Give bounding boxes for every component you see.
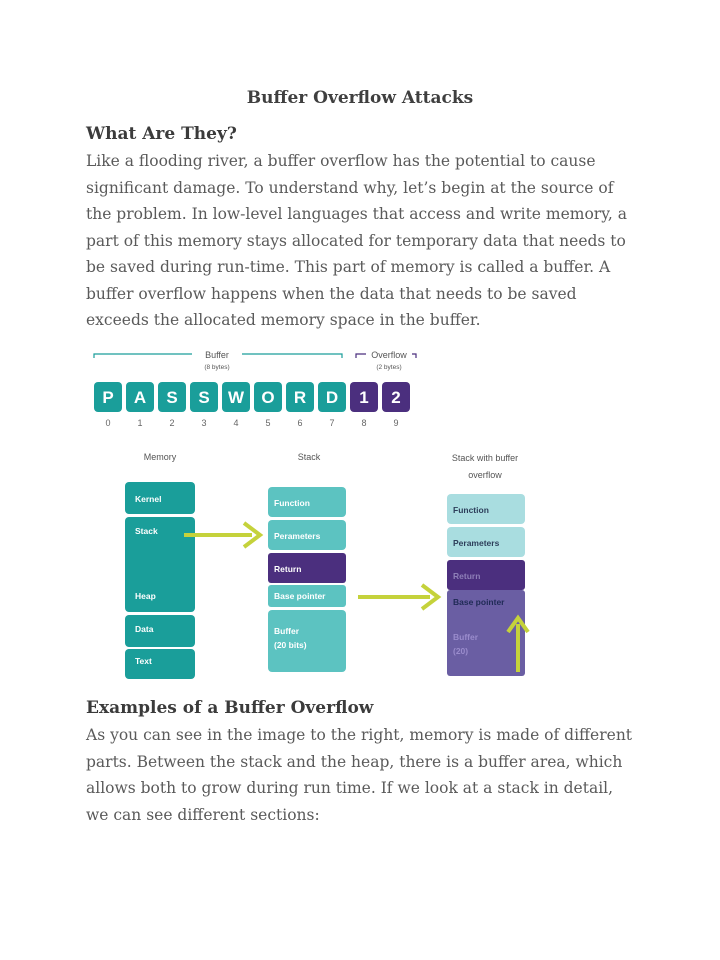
overflow-label-parameters: Perameters xyxy=(453,538,500,548)
paragraph-line: Like a flooding river, a buffer overflow has the potential to cause xyxy=(86,152,596,170)
overflow-bracket xyxy=(356,354,366,358)
document-title: Buffer Overflow Attacks xyxy=(246,88,474,108)
section-paragraph-examples xyxy=(86,722,646,828)
password-cell-char: R xyxy=(293,388,307,407)
stack-label-buffer-size: (20 bits) xyxy=(274,640,307,650)
overflow-label-buffer-size: (20) xyxy=(453,646,469,656)
overflow-bracket-right xyxy=(412,354,416,358)
stack-label-return: Return xyxy=(274,564,302,574)
memory-label-text: Text xyxy=(135,656,152,666)
stack-title: Stack xyxy=(297,452,321,462)
password-cell-char: S xyxy=(198,388,210,407)
cell-index: 0 xyxy=(105,418,111,428)
cell-index: 2 xyxy=(169,418,175,428)
stack-label-buffer: Buffer xyxy=(274,626,300,636)
buffer-size-label: (8 bytes) xyxy=(204,364,230,371)
memory-label-kernel: Kernel xyxy=(135,494,162,504)
overflow-label-base-pointer: Base pointer xyxy=(453,597,505,607)
cell-index: 1 xyxy=(137,418,143,428)
overflow-stack-column xyxy=(447,494,528,676)
paragraph-line: As you can see in the image to the right, memory is made of different xyxy=(86,726,633,744)
buffer-label: Buffer xyxy=(205,350,229,360)
overflow-label-function: Function xyxy=(453,505,489,515)
cell-index: 7 xyxy=(329,418,335,428)
password-cell-char: 2 xyxy=(391,388,401,407)
buffer-overflow-diagram xyxy=(80,342,640,687)
password-cell-char: O xyxy=(261,388,275,407)
password-cell-char: D xyxy=(325,388,339,407)
memory-title: Memory xyxy=(143,452,177,462)
password-cell-char: W xyxy=(227,388,245,407)
cell-index: 8 xyxy=(361,418,367,428)
paragraph-line: significant damage. To understand why, let’s begin at the source of xyxy=(86,178,614,197)
section-paragraph-intro xyxy=(86,148,646,334)
overflow-label-buffer: Buffer xyxy=(453,632,479,642)
memory-label-data: Data xyxy=(135,624,154,634)
paragraph-line: allows both to grow during run time. If we look at a stack in detail, xyxy=(86,779,614,797)
paragraph-line: the problem. In low-level languages that access and write memory, a xyxy=(86,205,628,223)
paragraph-line: parts. Between the stack and the heap, there is a buffer area, which xyxy=(86,752,623,771)
stack-label-parameters: Perameters xyxy=(274,531,321,541)
overflow-stack-title-line1: Stack with buffer xyxy=(451,453,519,463)
memory-label-heap: Heap xyxy=(135,591,156,601)
paragraph-line: exceeds the allocated memory space in the buffer. xyxy=(86,311,481,329)
overflow-label-return: Return xyxy=(453,571,481,581)
paragraph-line: be saved during run-time. This part of memory is called a buffer. A xyxy=(86,258,611,276)
cell-index: 6 xyxy=(297,418,303,428)
cell-index: 9 xyxy=(393,418,399,428)
buffer-bracket-right xyxy=(242,354,342,358)
stack-label-function: Function xyxy=(274,498,310,508)
password-cell-char: A xyxy=(133,388,147,407)
paragraph-line: buffer overflow happens when the data that needs to be saved xyxy=(86,284,577,303)
stack-column xyxy=(268,487,346,672)
overflow-size-label: (2 bytes) xyxy=(376,364,402,371)
section-heading-what-are-they: What Are They? xyxy=(86,124,237,144)
password-cells xyxy=(94,382,410,428)
cell-index: 5 xyxy=(265,418,271,428)
memory-label-stack: Stack xyxy=(135,526,158,536)
password-cell-char: 1 xyxy=(359,388,369,407)
memory-column xyxy=(125,482,195,680)
paragraph-line: we can see different sections: xyxy=(86,805,320,824)
cell-index: 3 xyxy=(201,418,207,428)
overflow-stack-title-line2: overflow xyxy=(468,470,502,480)
overflow-label: Overflow xyxy=(371,350,407,360)
password-cell-char: S xyxy=(166,388,178,407)
cell-index: 4 xyxy=(233,418,239,428)
stack-label-base-pointer: Base pointer xyxy=(274,591,326,601)
section-heading-examples: Examples of a Buffer Overflow xyxy=(86,698,374,718)
paragraph-line: part of this memory stays allocated for temporary data that needs to xyxy=(86,231,626,250)
password-cell-char: P xyxy=(102,388,114,407)
buffer-bracket xyxy=(94,354,192,358)
